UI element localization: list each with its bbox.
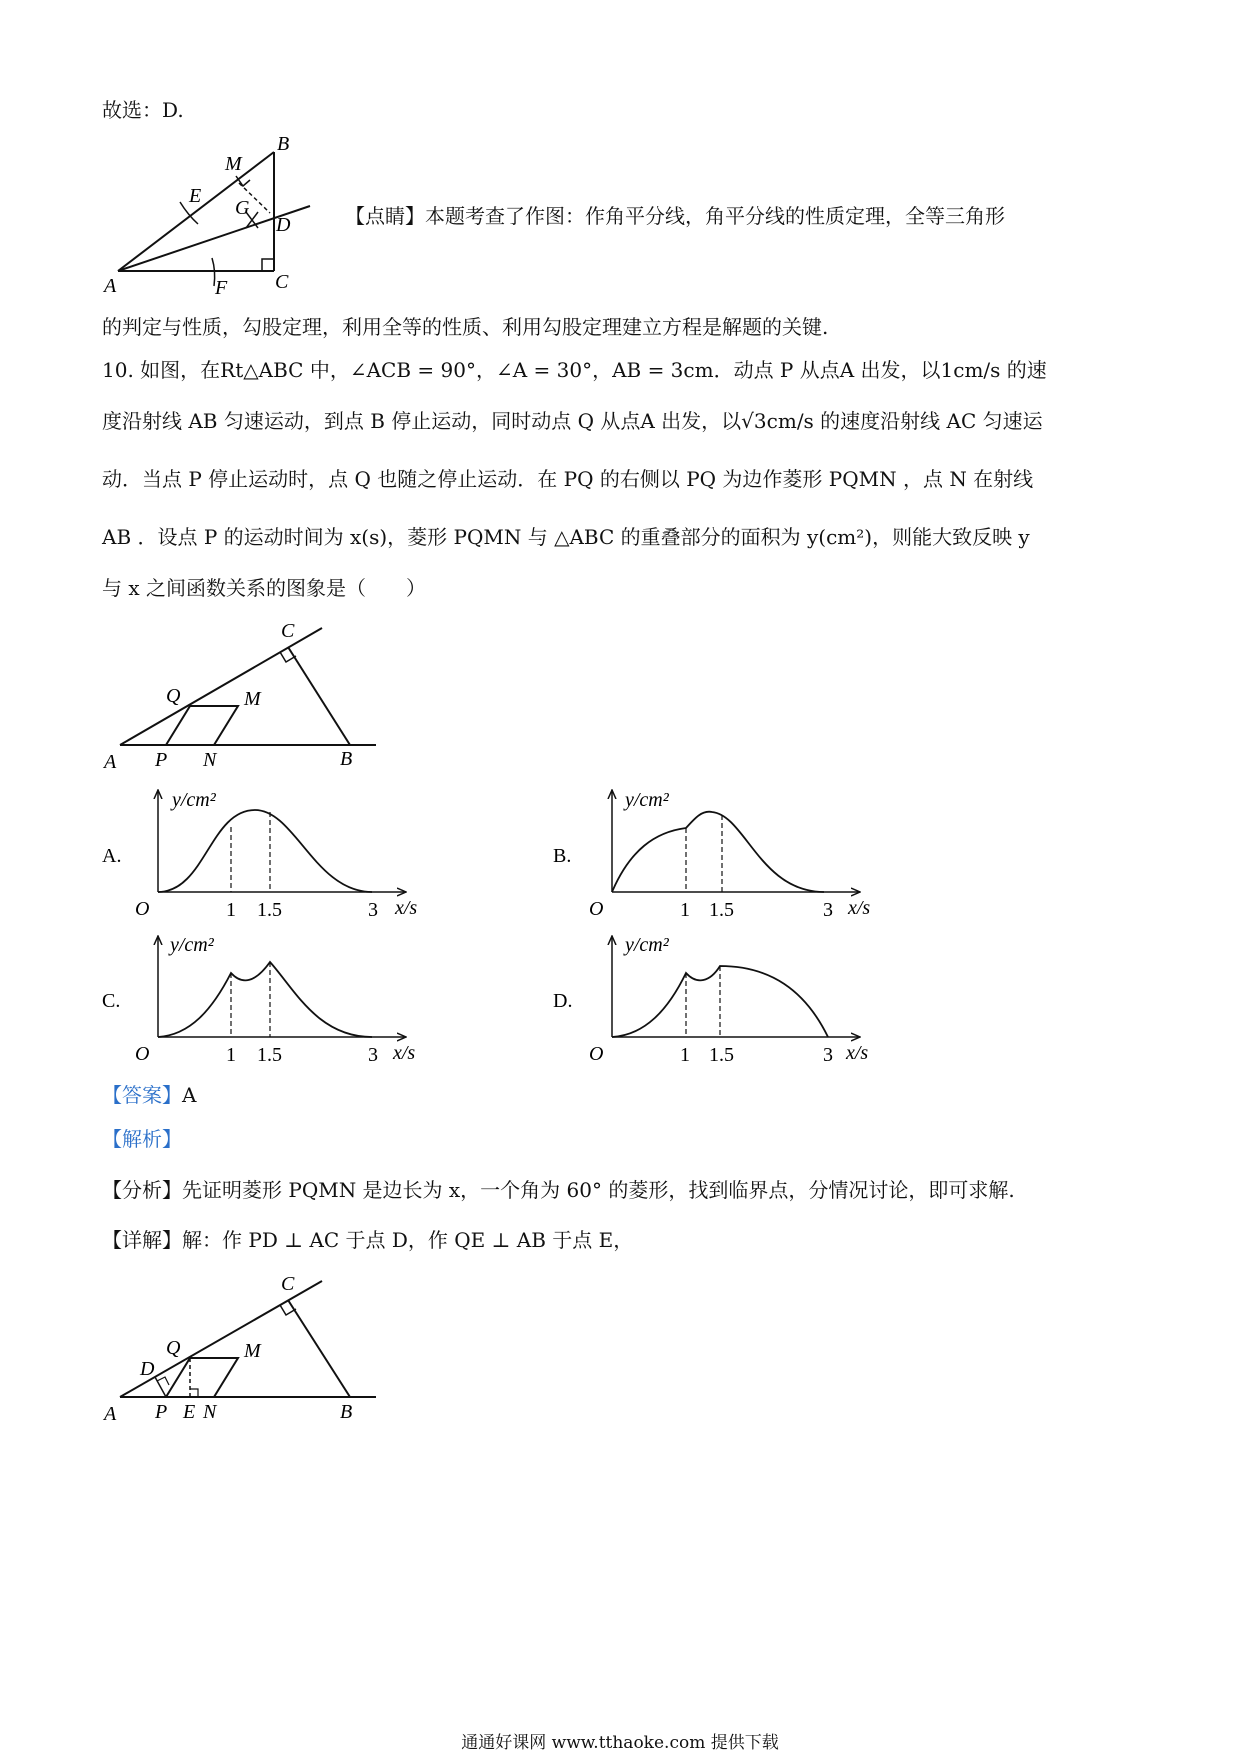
question-line-3: 动．当点 P 停止运动时，点 Q 也随之停止运动．在 PQ 的右侧以 PQ 为边作菱形 PQMN ，点 N 在射线 (102, 467, 1034, 491)
fig3-label-E: E (183, 1401, 196, 1423)
option-b-origin: O (589, 898, 604, 920)
fig2-label-B: B (340, 748, 353, 770)
analysis-label: 【解析】 (102, 1127, 182, 1151)
fig3-label-A: A (104, 1403, 117, 1425)
option-c-label: C. (102, 990, 121, 1012)
fig3-label-D: D (140, 1358, 155, 1380)
option-d-ylabel: y/cm² (625, 934, 669, 956)
fig2-label-P: P (155, 749, 168, 771)
fig1-label-G: G (235, 197, 250, 219)
fig1-label-C: C (275, 271, 289, 293)
fig1-label-A: A (104, 275, 117, 297)
option-a-tick-1: 1 (226, 899, 236, 921)
fig2-label-M: M (244, 688, 261, 710)
option-a-tick-3: 3 (368, 899, 378, 921)
answer-value: A (182, 1083, 197, 1107)
question-number: 10. (102, 358, 134, 382)
option-b-tick-1: 1 (680, 899, 690, 921)
xiangjie-label: 【详解】 (102, 1228, 182, 1252)
fig3-label-Q: Q (166, 1337, 181, 1359)
xiangjie-text: 解：作 PD ⊥ AC 于点 D，作 QE ⊥ AB 于点 E， (182, 1228, 634, 1252)
option-c-tick-15: 1.5 (257, 1044, 282, 1066)
option-b-xlabel: x/s (848, 897, 871, 919)
option-c-origin: O (135, 1043, 150, 1065)
fig3-label-P: P (155, 1401, 168, 1423)
option-d-xlabel: x/s (846, 1042, 869, 1064)
option-b-tick-15: 1.5 (709, 899, 734, 921)
fig2-label-C: C (281, 620, 295, 642)
fig3-label-N: N (203, 1401, 217, 1423)
option-a-xlabel: x/s (395, 897, 418, 919)
fig1-label-M: M (225, 153, 242, 175)
fig2-label-N: N (203, 749, 217, 771)
selected-answer-line: 故选：D. (102, 98, 184, 122)
fenxi-text: 先证明菱形 PQMN 是边长为 x，一个角为 60° 的菱形，找到临界点，分情况讨论，即可求解. (182, 1178, 1015, 1202)
option-c-xlabel: x/s (393, 1042, 416, 1064)
option-c-ylabel: y/cm² (170, 934, 214, 956)
review-line-2: 的判定与性质，勾股定理，利用全等的性质、利用勾股定理建立方程是解题的关键. (102, 315, 829, 339)
option-b-label: B. (553, 845, 572, 867)
option-c-tick-1: 1 (226, 1044, 236, 1066)
option-d-label: D. (553, 990, 573, 1012)
option-a-origin: O (135, 898, 150, 920)
answer-label: 【答案】 (102, 1083, 182, 1107)
review-label: 【点睛】 (345, 204, 425, 228)
option-b-ylabel: y/cm² (625, 789, 669, 811)
review-text-1: 本题考查了作图：作角平分线，角平分线的性质定理，全等三角形 (425, 204, 1005, 228)
fig3-label-M: M (244, 1340, 261, 1362)
option-b-tick-3: 3 (823, 899, 833, 921)
fig3-label-C: C (281, 1273, 295, 1295)
page-footer: 通通好课网 www.tthaoke.com 提供下载 (461, 1733, 779, 1753)
option-d-tick-1: 1 (680, 1044, 690, 1066)
fig1-label-D: D (276, 214, 291, 236)
option-a-label: A. (102, 845, 122, 867)
fig1-label-F: F (215, 277, 228, 299)
fig2-label-A: A (104, 751, 117, 773)
question-line-5: 与 x 之间函数关系的图象是（ ） (102, 576, 426, 600)
fig3-label-B: B (340, 1401, 353, 1423)
question-line-2: 度沿射线 AB 匀速运动，到点 B 停止运动，同时动点 Q 从点A 出发，以√3cm/s 的速度沿射线 AC 匀速运 (102, 409, 1043, 433)
question-line-4: AB ．设点 P 的运动时间为 x(s)，菱形 PQMN 与 △ABC 的重叠部分的面积为 y(cm²)，则能大致反映 y (102, 525, 1030, 549)
option-c-tick-3: 3 (368, 1044, 378, 1066)
option-d-origin: O (589, 1043, 604, 1065)
option-a-ylabel: y/cm² (172, 789, 216, 811)
fig2-label-Q: Q (166, 685, 181, 707)
option-d-tick-3: 3 (823, 1044, 833, 1066)
option-a-tick-15: 1.5 (257, 899, 282, 921)
fenxi-label: 【分析】 (102, 1178, 182, 1202)
question-text-1: 如图，在Rt△ABC 中，∠ACB = 90°，∠A = 30°，AB = 3cm．动点 P 从点A 出发，以1cm/s 的速 (140, 358, 1047, 382)
fig1-label-B: B (277, 133, 290, 155)
fig1-label-E: E (189, 185, 202, 207)
option-d-tick-15: 1.5 (709, 1044, 734, 1066)
